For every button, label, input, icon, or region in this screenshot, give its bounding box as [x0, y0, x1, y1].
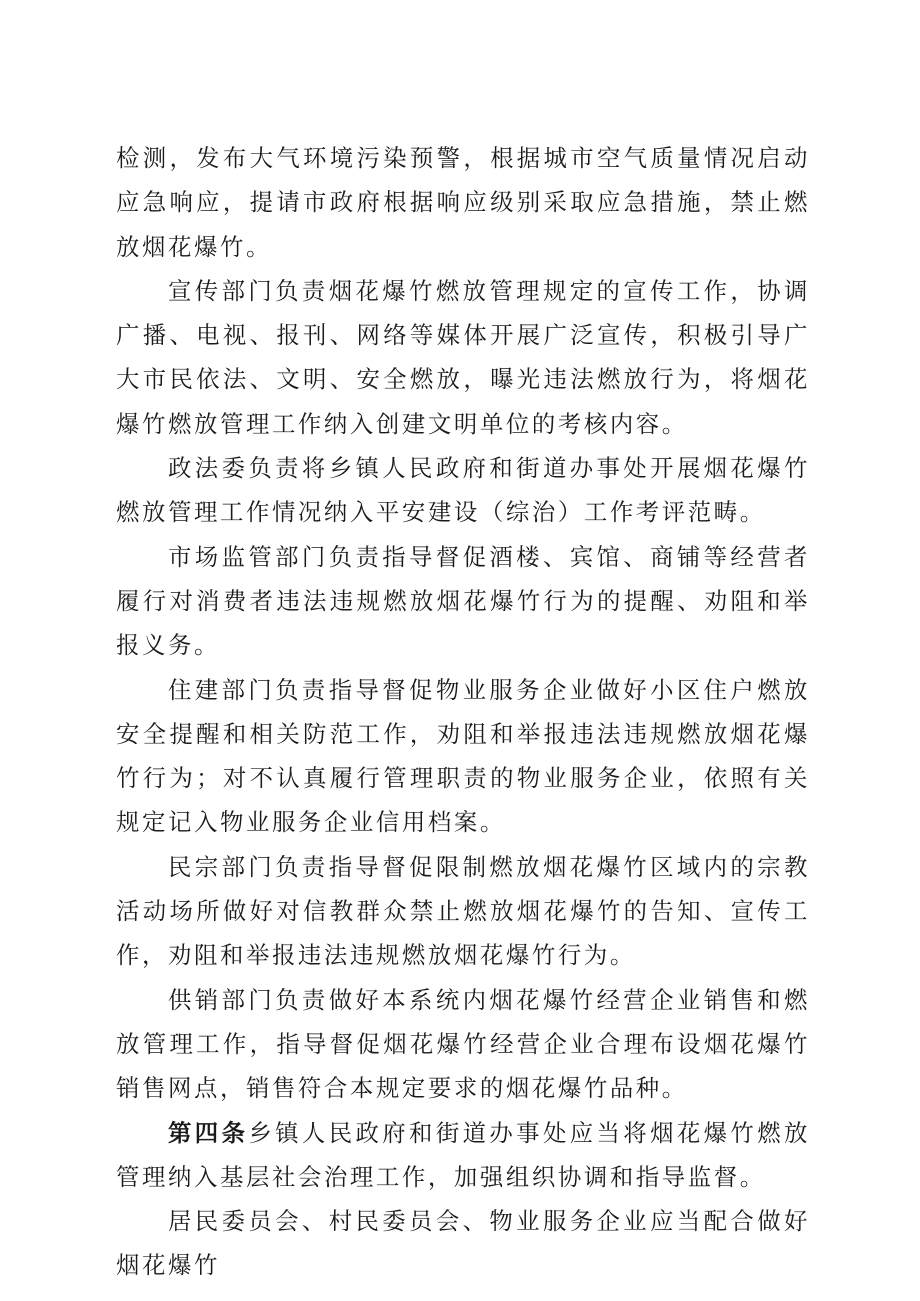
paragraph-housing-construction: 住建部门负责指导督促物业服务企业做好小区住户燃放安全提醒和相关防范工作，劝阻和举报违法违规燃放烟花爆竹行为；对不认真履行管理职责的物业服务企业，依照有关规定记入物业服务企业信用档案。 — [116, 675, 810, 837]
article-4-text: 乡镇人民政府和街道办事处应当将烟花爆竹燃放管理纳入基层社会治理工作，加强组织协调和指导监督。 — [116, 1118, 810, 1191]
paragraph-air-quality-continuation: 检测，发布大气环境污染预警，根据城市空气质量情况启动应急响应，提请市政府根据响应级别采取应急措施，禁止燃放烟花爆竹。 — [116, 144, 810, 261]
paragraph-ethnic-religious-affairs: 民宗部门负责指导督促限制燃放烟花爆竹区域内的宗教活动场所做好对信教群众禁止燃放烟花爆竹的告知、宣传工作，劝阻和举报违法违规燃放烟花爆竹行为。 — [116, 852, 810, 970]
paragraph-residents-committee: 居民委员会、村民委员会、物业服务企业应当配合做好烟花爆竹 — [116, 1207, 810, 1280]
paragraph-market-supervision: 市场监管部门负责指导督促酒楼、宾馆、商铺等经营者履行对消费者违法违规燃放烟花爆竹行为的提醒、劝阻和举报义务。 — [116, 542, 810, 660]
paragraph-political-legal-committee: 政法委负责将乡镇人民政府和街道办事处开展烟花爆竹燃放管理工作情况纳入平安建设（综治）工作考评范畴。 — [116, 454, 810, 527]
article-number: 第四条 — [168, 1118, 249, 1147]
paragraph-publicity-department: 宣传部门负责烟花爆竹燃放管理规定的宣传工作，协调广播、电视、报刊、网络等媒体开展广泛宣传，积极引导广大市民依法、文明、安全燃放，曝光违法燃放行为，将烟花爆竹燃放管理工作纳入创建文明单位的考核内容。 — [116, 276, 810, 438]
paragraph-supply-marketing: 供销部门负责做好本系统内烟花爆竹经营企业销售和燃放管理工作，指导督促烟花爆竹经营企业合理布设烟花爆竹销售网点，销售符合本规定要求的烟花爆竹品种。 — [116, 985, 810, 1103]
article-4-paragraph — [116, 1111, 810, 1200]
